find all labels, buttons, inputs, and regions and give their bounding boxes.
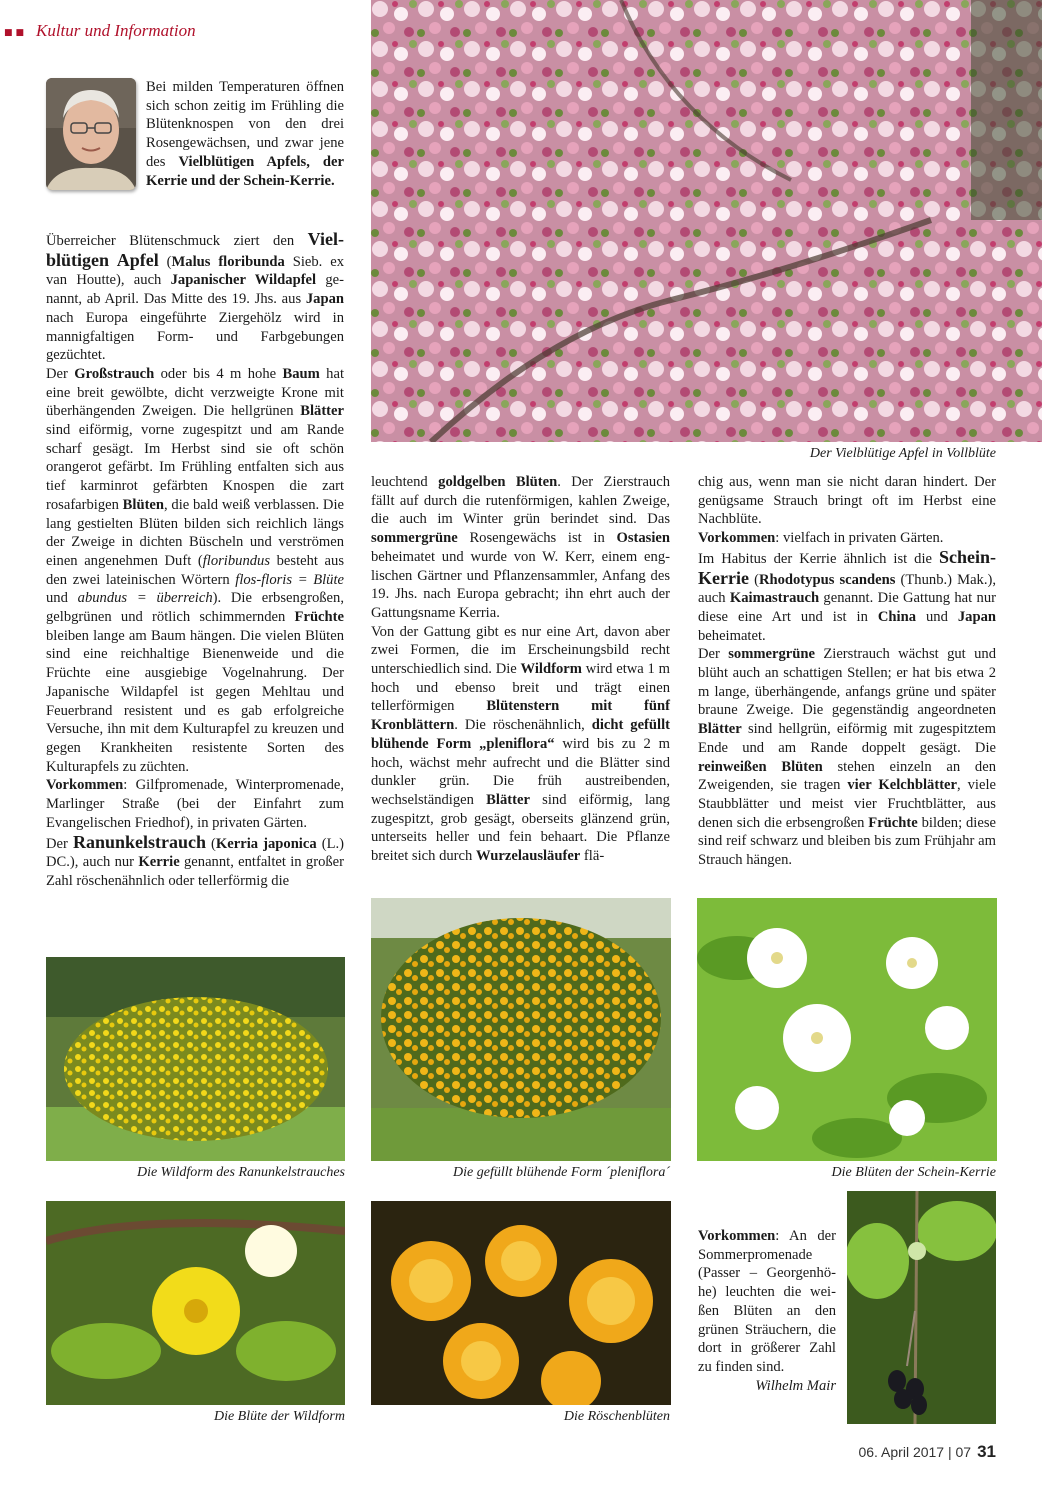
photo-kerria-wildform-bush xyxy=(46,957,345,1161)
intro-text: Bei milden Temperaturen öffnen sich schon zeitig im Frühling die Blütenknospen von den drei Rosengewächsen, und zwar jene des Vielblütigen Apfels, der Kerrie und der Schein-Kerrie. xyxy=(146,79,344,189)
caption-wildform: Die Wildform des Ranunkelstrauches xyxy=(136,1165,345,1180)
paragraph: Vorkommen: An der Sommerpromenade (Passer – Georgenhöhe) leuchten die weißen Blüten an den grünen Sträuchern, die dort in größerer Zahl zu finden sind. xyxy=(698,1228,836,1375)
column-2 xyxy=(371,473,670,866)
column-1 xyxy=(46,230,344,891)
header-marks: ■■ xyxy=(4,28,28,38)
photo-roeschenblueten xyxy=(371,1201,671,1405)
photo-kerria-wildform-bloom xyxy=(46,1201,345,1405)
photo-schein-kerrie-blossoms xyxy=(697,898,997,1161)
caption-roeschen: Die Röschenblüten xyxy=(563,1409,670,1424)
paragraph: Der sommergrüne Zierstrauch wächst gut und blüht auch an schattigen Stellen; er hat bis etwa 2 m lange, überhängende, anfangs grüne und später braune Zweige. Die gegenständig angeordneten Blätter sind hellgrün, eiförmig mit zugespitztem Ende und am Rande doppelt gesägt. Die reinweißen Blüten stehen einzeln an den Zweigenden, sie tragen vier Kelchblätter, viele Staubblätter und meist vier Fruchtblätter, aus denen sich die erbsengroßen Früchte bilden; diese sind reif schwarz und bleiben bis zum Frühjahr am Strauch hängen. xyxy=(698,646,996,869)
author-signature: Wilhelm Mair xyxy=(755,1377,836,1394)
paragraph: Der Großstrauch oder bis 4 m hohe Baum hat eine breit gewölbte, dicht verzweigte Krone mit überhängenden Zweigen. Die hellgrünen Blätter sind eiförmig, vorne zugespitzt und am Rande scharf gesägt. Im Herbst sind sie oft schön orangerot gefärbt. Im Frühling entfalten sich aus tief karminrot gefärbten Knospen die zart rosafarbigen Blüten, die bald weiß verblassen. Die lang gestielten Blüten bilden sich reichlich längs der Zweige in dichten Büscheln und verströmen einen angenehmen Duft (floribundus besteht aus den zwei lateinischen Wörtern flos-floris = Blüte und abundus = überreich). Die erbsengroßen, gelbgrünen und rötlich schimmernden Früchte bleiben lange am Baum hängen. Die vielen Blüten sind eine reichhaltige Bienenweide und die Früchte eine ausgiebige Vogelnahrung. Der Japanische Wildapfel ist gegen Mehltau und Feuerbrand resistent und es gab erfolgreiche Versuche, ihn mit dem Kulturapfel zu kreuzen und gegen Krankheiten resistente Sorten des Kulturapfels zu züchten. xyxy=(46,365,344,775)
photo-schein-kerrie-fruits xyxy=(847,1191,996,1424)
section-title: Kultur und Information xyxy=(36,21,196,40)
author-portrait xyxy=(46,78,136,190)
column-3 xyxy=(698,473,996,870)
photo-kerria-pleniflora-bush xyxy=(371,898,671,1161)
caption-wildform-bloom: Die Blüte der Wildform xyxy=(213,1409,345,1424)
caption-apple: Der Vielblütige Apfel in Vollblüte xyxy=(809,446,996,461)
caption-pleniflora: Die gefüllt blühende Form ´pleniflora´ xyxy=(453,1165,670,1180)
page-number: 31 xyxy=(977,1442,996,1461)
column-3-bottom xyxy=(698,1227,836,1395)
paragraph: Überreicher Blütenschmuck ziert den Vielblütigen Apfel (Malus floribunda Sieb. ex van Houtte), auch Japanischer Wildapfel genannt, ab April. Das Mitte des 19. Jhs. aus Japan nach Europa eingeführte Ziergehölz wird in mannigfaltigen Form- und Farbgebungen gezüchtet. xyxy=(46,229,344,364)
page-footer xyxy=(858,1442,996,1462)
paragraph: Im Habitus der Kerrie ähnlich ist die Schein-Kerrie (Rhodotypus scandens (Thunb.) Mak.), auch Kaimastrauch genannt. Die Gattung hat nur diese eine Art und ist in China und Japan beheimatet. xyxy=(698,546,997,644)
issue-date: 06. April 2017 | 07 xyxy=(858,1444,972,1460)
photo-apple-blossom xyxy=(371,0,1042,442)
paragraph: leuchtend goldgelben Blüten. Der Zierstrauch fällt auf durch die rutenförmigen, kahlen Zweige, die auch im Winter grün berindet sind. Das sommergrüne Rosengewächs ist in Ostasien beheimatet und wurde von W. Kerr, einem englischen Gärtner und Pflanzensammler, Anfang des 19. Jhs. nach Europa gebracht; ihn ehrt auch der Gattungsname Kerria. xyxy=(371,474,670,621)
paragraph: Vorkommen: vielfach in privaten Gärten. xyxy=(698,530,944,547)
paragraph: Von der Gattung gibt es nur eine Art, davon aber zwei Formen, die im Erscheinungsbild recht unterschiedlich sind. Die Wildform wird etwa 1 m hoch und ebenso breit und trägt einen tellerförmigen Blütenstern mit fünf Kronblättern. Die röschenähnlich, dicht gefüllt blühende Form „pleniflora“ wird bis zu 2 m hoch, wächst mehr aufrecht und die Blätter sind dunkler grün. Die früh austreibenden, wechselständigen Blätter sind eiförmig, lang zugespitzt, grob gesägt, oberseits glänzend grün, unterseits heller und fein behaart. Die Pflanze breitet sich durch Wurzelausläufer flä- xyxy=(371,623,671,865)
paragraph: Der Ranunkelstrauch (Kerria japonica (L.) DC.), auch nur Kerrie genannt, entfaltet in großer Zahl röschenähnlich oder tellerförmig die xyxy=(46,831,344,889)
paragraph: Vorkommen: Gilfpromenade, Winterpromenade, Marlinger Straße (bei der Einfahrt zum Evangelischen Friedhof), in privaten Gärten. xyxy=(46,777,344,831)
paragraph: chig aus, wenn man sie nicht daran hindert. Der genügsame Strauch bringt oft im Herbst eine Nachblüte. xyxy=(698,474,996,528)
caption-schein-kerrie: Die Blüten der Schein-Kerrie xyxy=(831,1165,996,1180)
